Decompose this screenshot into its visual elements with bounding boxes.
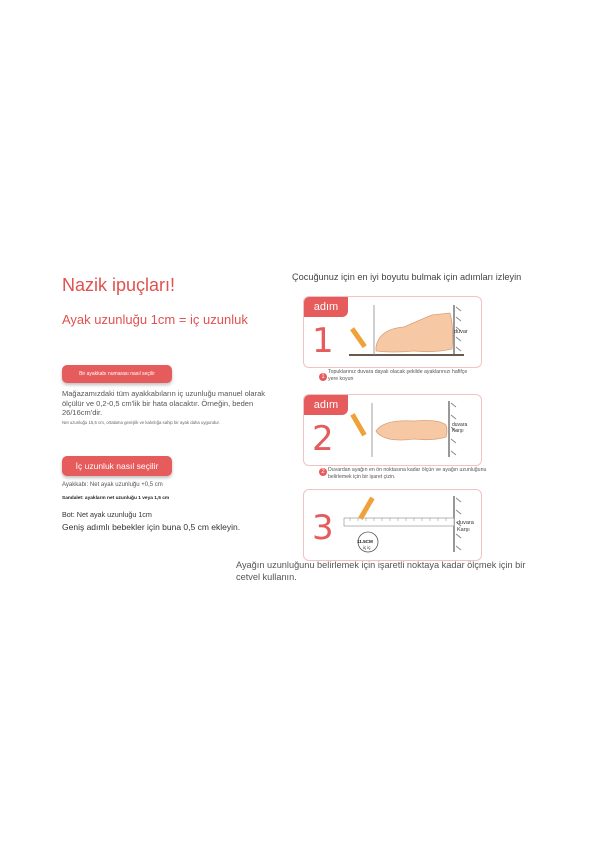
step-number: 3 <box>312 508 334 548</box>
step-number: 2 <box>312 419 334 459</box>
sandal-rule: Sandalet: ayakların net uzunluğu 1 veya 1,5 cm <box>62 496 170 501</box>
measure-label: 11.5CM <box>357 539 373 544</box>
measure-sub-label: iç iç <box>363 545 371 550</box>
step-badge: 2 <box>319 468 327 476</box>
steps-title: Çocuğunuz için en iyi boyutu bulmak için adımları izleyin <box>292 272 522 282</box>
wall-label: duvara Karşı <box>452 422 468 434</box>
pencil-icon <box>358 497 374 520</box>
shoe-rule: Ayakkabı: Net ayak uzunluğu +0,5 cm <box>62 482 163 488</box>
wide-foot-rule: Geniş adımlı bebekler için buna 0,5 cm ekleyin. <box>62 522 241 532</box>
step-1-panel <box>303 296 482 368</box>
step-3-panel <box>303 489 482 561</box>
page-subtitle: Ayak uzunluğu 1cm = iç uzunluk <box>62 312 248 327</box>
step-2-panel <box>303 394 482 466</box>
ruler-instruction: Ayağın uzunluğunu belirlemek için işaretli noktaya kadar ölçmek için bir cetvel kullanın. <box>236 560 526 582</box>
size-selection-button[interactable]: Bir ayakkabı numarası nasıl seçilir <box>62 365 172 383</box>
pencil-icon <box>350 327 367 348</box>
pencil-icon <box>350 413 366 436</box>
step-2-caption: Duvardan ayağın en ön noktasına kadar ölçün ve ayağın uzunluğunu belirlemek için bir işaret çizin. <box>328 467 487 480</box>
wall-label: duvara Karşı <box>457 520 474 533</box>
foot-icon <box>376 313 453 352</box>
ruler-icon <box>344 518 454 526</box>
fit-note: Net uzunluğu 15,5 cm, ortalama genişlik ve kalınlığa sahip bir ayak daha uygundur. <box>62 420 220 425</box>
measurement-paragraph: Mağazamızdaki tüm ayakkabıların iç uzunluğu manuel olarak ölçülür ve 0,2-0,5 cm'lik bir hata olacaktır. Örneğin, beden 26/16cm'dir. <box>62 389 266 417</box>
foot-icon <box>376 421 447 441</box>
step-label: adım <box>304 395 348 415</box>
page-title: Nazik ipuçları! <box>62 275 176 295</box>
boot-rule: Bot: Net ayak uzunluğu 1cm <box>62 510 152 519</box>
step-label: adım <box>304 297 348 317</box>
step-3-illustration <box>304 490 481 560</box>
inner-length-button[interactable]: İç uzunluk nasıl seçilir <box>62 456 172 476</box>
step-number: 1 <box>312 321 334 361</box>
wall-label: duvar <box>454 329 468 335</box>
step-1-caption: Topuklarınız duvara dayalı olacak şekilde ayaklarınızı hafifçe yere koyun <box>328 369 468 382</box>
step-badge: 1 <box>319 373 327 381</box>
